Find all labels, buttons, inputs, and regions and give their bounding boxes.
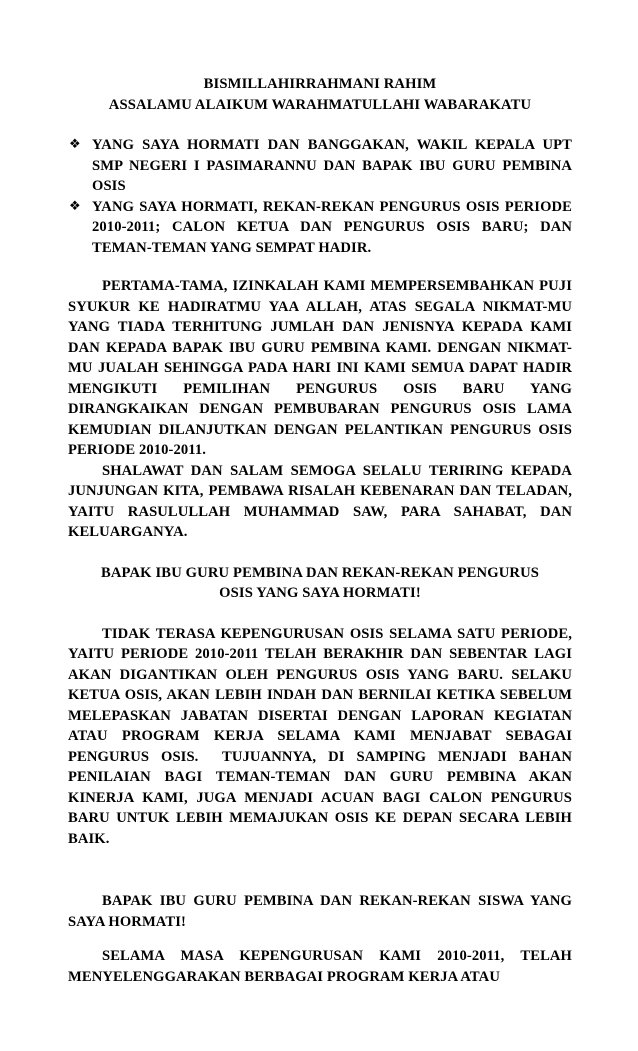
section-heading-line-1: BAPAK IBU GURU PEMBINA DAN REKAN-REKAN PENGURUS [100,564,540,581]
spacer [68,932,572,946]
salutation-heading [68,74,572,115]
paragraph-tidak-terasa: TIDAK TERASA KEPENGURUSAN OSIS SELAMA SATU PERIODE, YAITU PERIODE 2010-2011 TELAH BERAKHIR DAN SEBENTAR LAGI AKAN DIGANTIKAN OLEH PENGURUS OSIS YANG BARU. SELAKU KETUA OSIS, AKAN LEBIH INDAH DAN BERNILAI KETIKA SEBELUM MELEPASKAN JABATAN DISERTAI DENGAN LAPORAN KEGIATAN ATAU PROGRAM KERJA SELAMA KAMI MENJABAT SEBAGAI PENGURUS OSIS. TUJUANNYA, DI SAMPING MENJADI BAHAN PENILAIAN BAGI TEMAN-TEMAN DAN GURU PEMBINA AKAN KINERJA KAMI, JUGA MENJADI ACUAN BAGI CALON PENGURUS BARU UNTUK LEBIH MEMAJUKAN OSIS KE DEPAN SECARA LEBIH BAIK. [68,625,576,847]
spacer [68,849,572,891]
spacer [68,258,572,276]
diamond-bullet-icon: ❖ [69,137,81,152]
honoree-bullet-list [68,135,572,258]
heading-bismillah: BISMILLAHIRRAHMANI RAHIM [203,76,437,92]
section-heading-bapak-ibu-guru [68,563,572,604]
list-item [68,197,572,259]
diamond-bullet-icon: ❖ [69,198,81,214]
document-content [68,74,576,987]
paragraph-selama-masa: SELAMA MASA KEPENGURUSAN KAMI 2010-2011, TELAH MENYELENGGARAKAN BERBAGAI PROGRAM KERJA ATAU [68,948,576,985]
list-item [68,135,572,197]
paragraph-bapak-ibu-siswa: BAPAK IBU GURU PEMBINA DAN REKAN-REKAN SISWA YANG SAYA HORMATI! [68,893,576,930]
paragraph-pertama-tama: PERTAMA-TAMA, IZINKALAH KAMI MEMPERSEMBAHKAN PUJI SYUKUR KE HADIRATMU YAA ALLAH, ATAS SEGALA NIKMAT-MU YANG TIADA TERHITUNG JUMLAH DAN JENISNYA KEPADA KAMI DAN KEPADA BAPAK IBU GURU PEMBINA KAMI. DENGAN NIKMAT-MU JUALAH SEHINGGA PADA HARI INI KAMI SEMUA DAPAT HADIR MENGIKUTI PEMILIHAN PENGURUS OSIS BARU YANG DIRANGKAIKAN DENGAN PEMBUBARAN PENGURUS OSIS LAMA KEMUDIAN DILANJUTKAN DENGAN PELANTIKAN PENGURUS OSIS PERIODE 2010-2011. [68,278,576,458]
paragraph-shalawat: SHALAWAT DAN SALAM SEMOGA SELALU TERIRING KEPADA JUNJUNGAN KITA, PEMBAWA RISALAH KEBENARAN DAN TELADAN, YAITU RASULULLAH MUHAMMAD SAW, PARA SAHABAT, DAN KELUARGANYA. [68,462,576,540]
spacer [68,115,572,135]
section-heading-line-2: OSIS YANG SAYA HORMATI! [219,585,421,601]
spacer [68,543,572,563]
spacer [68,604,572,624]
heading-assalamu: ASSALAMU ALAIKUM WARAHMATULLAHI WABARAKATU [108,96,532,113]
list-item-text: YANG SAYA HORMATI, REKAN-REKAN PENGURUS OSIS PERIODE 2010-2011; CALON KETUA DAN PENGURUS OSIS BARU; DAN TEMAN-TEMAN YANG SEMPAT HADIR. [92,198,572,256]
list-item-text: YANG SAYA HORMATI DAN BANGGAKAN, WAKIL KEPALA UPT SMP NEGERI I PASIMARANNU DAN BAPAK IBU GURU PEMBINA OSIS [92,137,572,194]
